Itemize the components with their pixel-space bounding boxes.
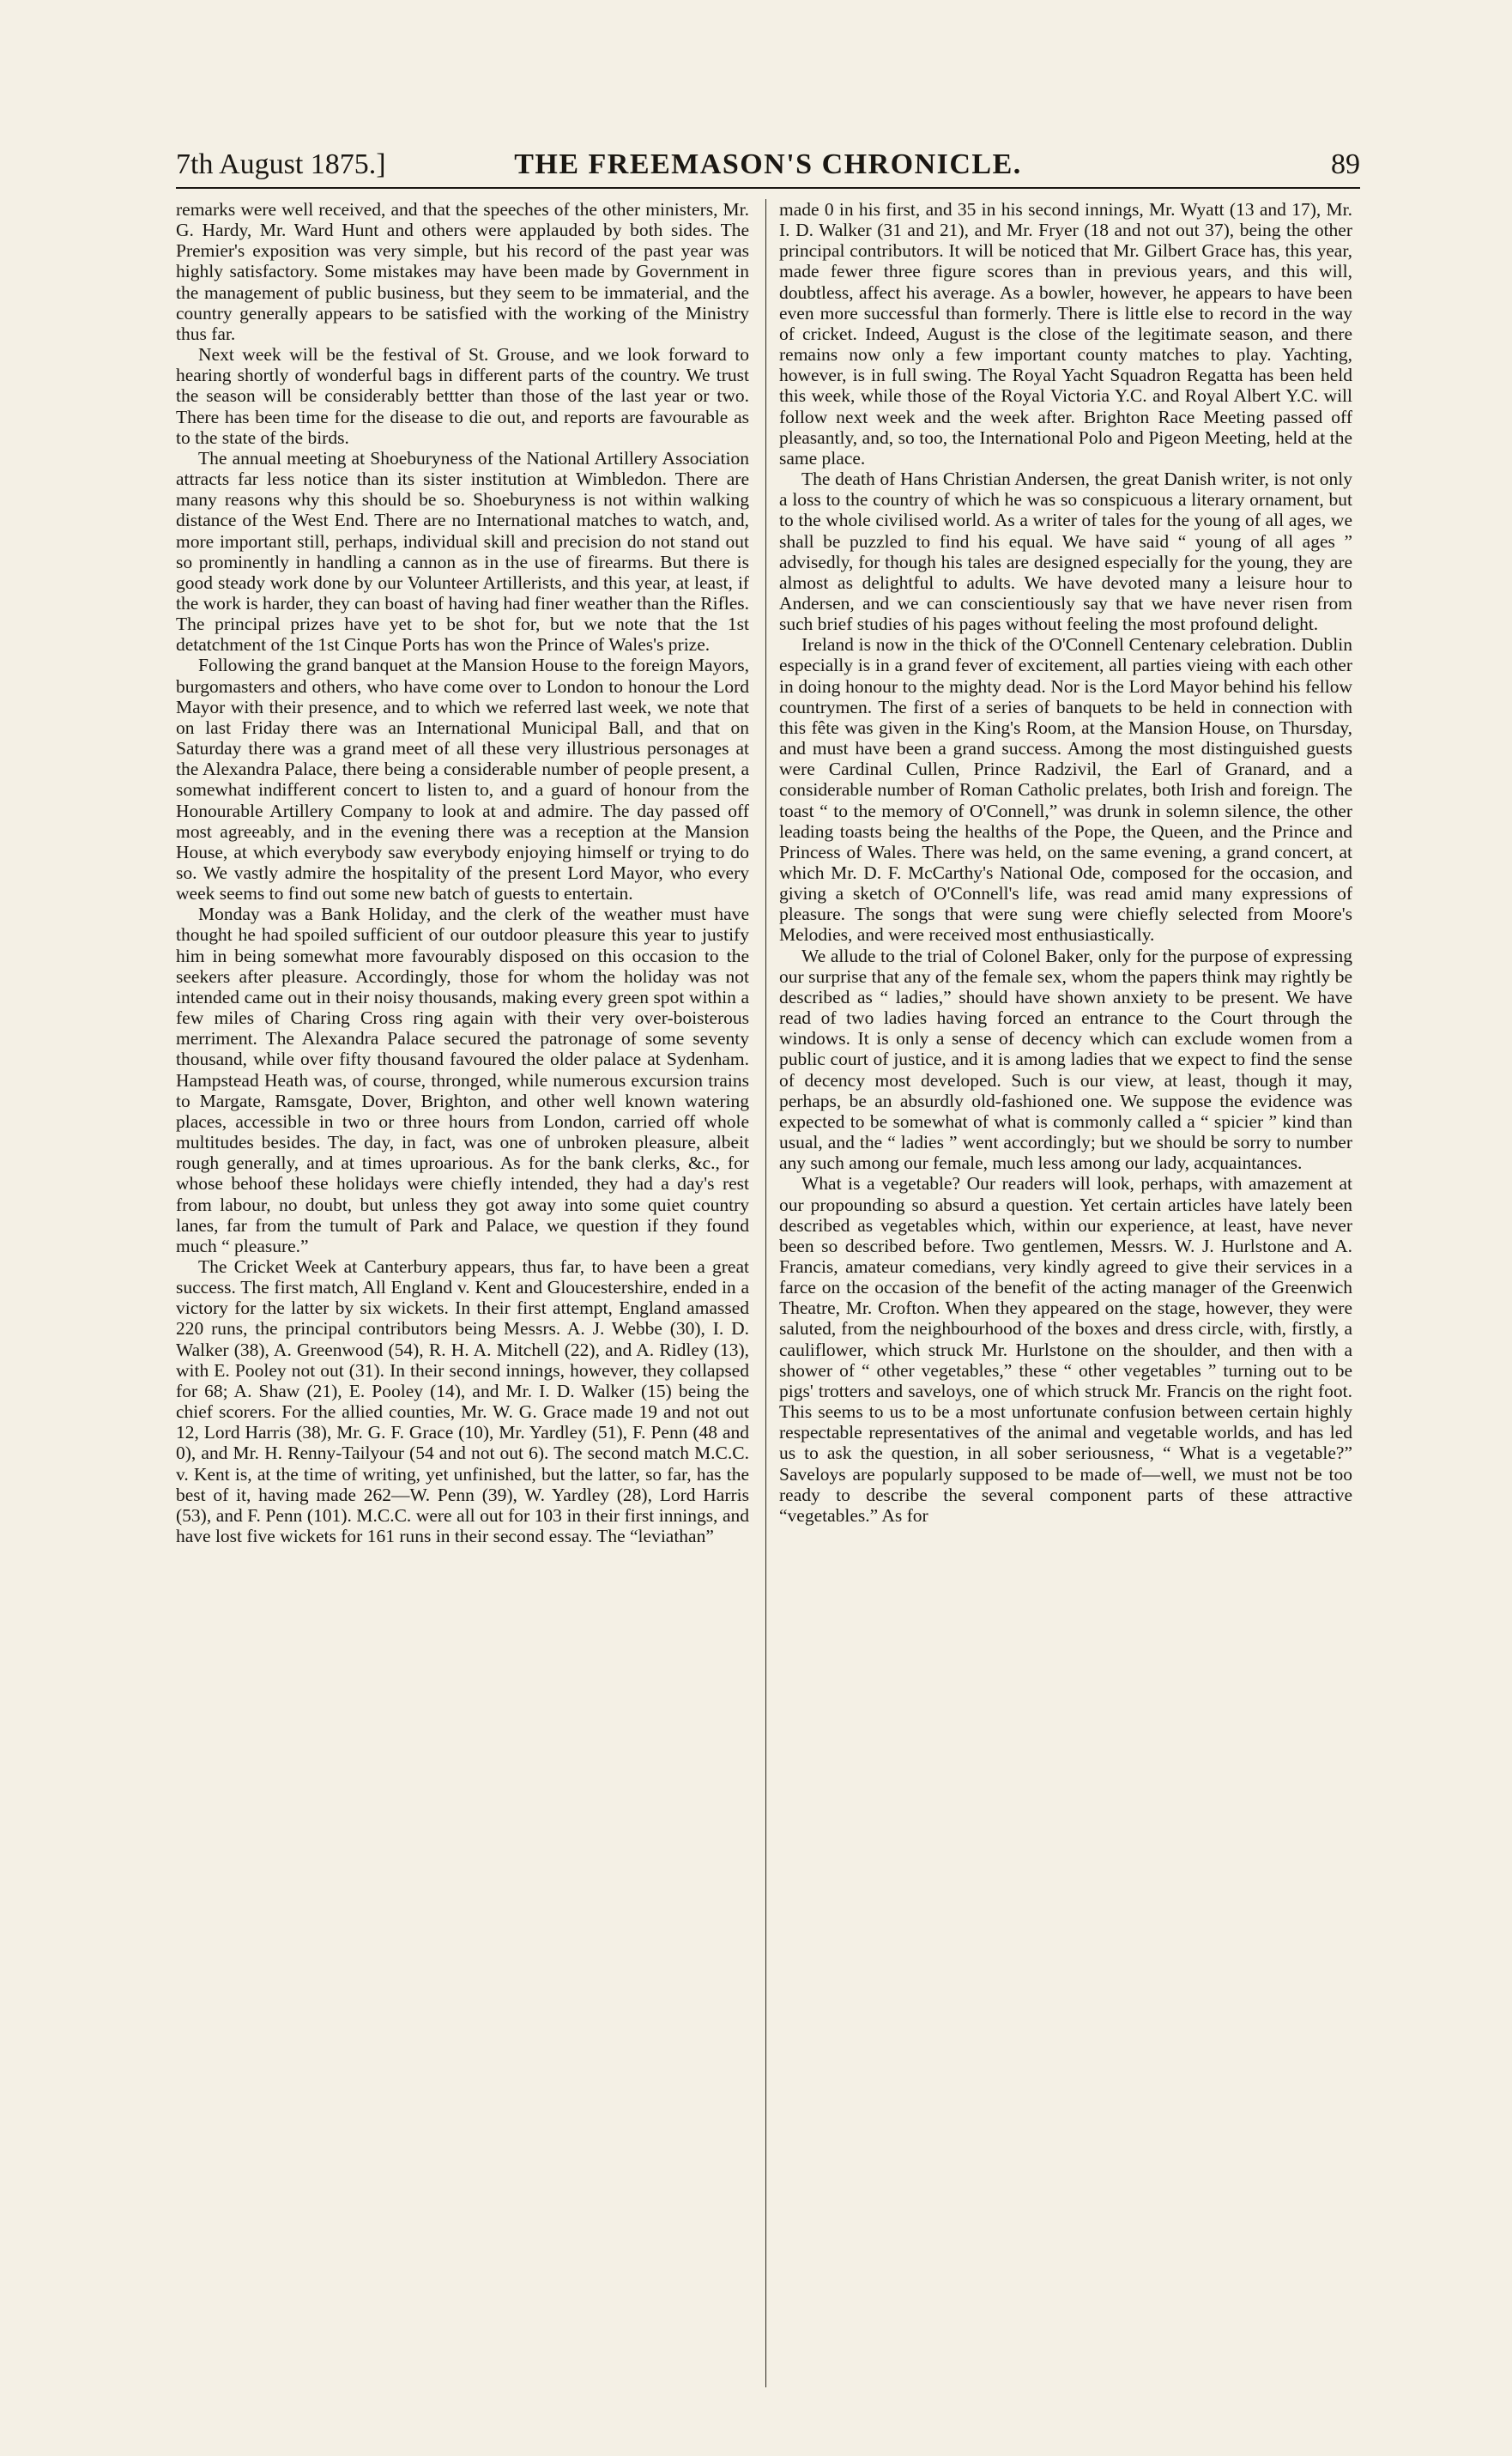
paragraph: remarks were well received, and that the speeches of the other ministers, Mr. G. Hardy, Mr. Ward Hunt and others were applauded by both sides. The Premier's exposition was very simple, but his record of the past year was highly satisfactory. Some mistakes may have been made by Government in the management of public business, but they seem to be immaterial, and the country generally appears to be satisfied with the working of the Ministry thus far. — [176, 199, 749, 344]
paragraph: Next week will be the festival of St. Grouse, and we look forward to hearing shortly of wonderful bags in different parts of the country. We trust the season will be considerably bettter than those of the last year or two. There has been time for the disease to die out, and reports are favourable as to the state of the birds. — [176, 344, 749, 448]
paragraph: What is a vegetable? Our readers will look, perhaps, with amazement at our propounding so absurd a question. Yet certain articles have lately been described as vegetables which, within our experience, at least, have never been so described before. Two gentlemen, Messrs. W. J. Hurlstone and A. Francis, amateur comedians, very kindly agreed to give their services in a farce on the occasion of the benefit of the acting manager of the Greenwich Theatre, Mr. Crofton. When they appeared on the stage, however, they were saluted, from the neighbourhood of the boxes and dress circle, with, firstly, a cauliflower, which struck Mr. Hurlstone on the shoulder, and then with a shower of “ other vegetables,” these “ other vegetables ” turning out to be pigs' trotters and saveloys, one of which struck Mr. Francis on the right foot. This seems to us to be a most unfortunate confusion between certain highly respectable representatives of the animal and vegetable worlds, and has led us to ask the question, in all sober seriousness, “ What is a vegetable?” Saveloys are popularly supposed to be made of—well, we must not be too ready to describe the several component parts of these attractive “vegetables.” As for — [779, 1173, 1352, 1526]
publication-title: THE FREEMASON'S CHRONICLE. — [514, 148, 1022, 180]
right-column — [779, 199, 1352, 2392]
paragraph: We allude to the trial of Colonel Baker, only for the purpose of expressing our surprise that any of the female sex, whom the papers think may rightly be described as “ ladies,” should have shown anxiety to be present. We have read of two ladies having forced an entrance to the Court through the windows. It is only a sense of decency which can exclude women from a public court of justice, and it is among ladies that we expect to find the sense of decency most developed. Such is our view, at least, though it may, perhaps, be an absurdly old-fashioned one. We suppose the evidence was expected to be somewhat of what is commonly called a “ spicier ” kind than usual, and the “ ladies ” went accordingly; but we should be sorry to number any such among our female, much less among our lady, acquaintances. — [779, 945, 1352, 1174]
paragraph: made 0 in his first, and 35 in his second innings, Mr. Wyatt (13 and 17), Mr. I. D. Walker (31 and 21), and Mr. Fryer (18 and not out 37), being the other principal contributors. It will be noticed that Mr. Gilbert Grace has, this year, made fewer three figure scores than in previous years, and this will, doubtless, affect his average. As a bowler, however, he appears to have been even more successful than formerly. There is little else to record in the way of cricket. Indeed, August is the close of the legitimate season, and there remains now only a few important county matches to play. Yachting, however, is in full swing. The Royal Yacht Squadron Regatta has been held this week, while those of the Royal Victoria Y.C. and Royal Albert Y.C. will follow next week and the week after. Brighton Race Meeting passed off pleasantly, and, so too, the International Polo and Pigeon Meeting, held at the same place. — [779, 199, 1352, 469]
issue-date: 7th August 1875.] — [176, 148, 386, 180]
column-divider — [765, 199, 766, 2387]
page-number: 89 — [1331, 148, 1360, 180]
paragraph: The annual meeting at Shoeburyness of the National Artillery Association attracts far less notice than its sister institution at Wimbledon. There are many reasons why this should be so. Shoeburyness is not within walking distance of the West End. There are no International matches to watch, and, more important still, perhaps, individual skill and precision do not stand out so prominently in handling a cannon as in the use of firearms. But there is good steady work done by our Volunteer Artillerists, and this year, at least, if the work is harder, they can boast of having had finer weather than the Rifles. The principal prizes have yet to be shot for, but we note that the 1st detatchment of the 1st Cinque Ports has won the Prince of Wales's prize. — [176, 447, 749, 656]
paragraph: The death of Hans Christian Andersen, the great Danish writer, is not only a loss to the country of which he was so conspicuous a literary ornament, but to the whole civilised world. As a writer of tales for the young of all ages, we shall be puzzled to find his equal. We have said “ young of all ages ” advisedly, for though his tales are designed especially for the young, they are almost as delightful to adults. We have devoted many a leisure hour to Andersen, and we can conscientiously say that we have never risen from such brief studies of his pages without feeling the most profound delight. — [779, 469, 1352, 635]
header-rule — [176, 187, 1360, 189]
paragraph: The Cricket Week at Canterbury appears, thus far, to have been a great success. The first match, All England v. Kent and Gloucestershire, ended in a victory for the latter by six wickets. In their first attempt, England amassed 220 runs, the principal contributors being Messrs. A. J. Webbe (30), I. D. Walker (38), A. Greenwood (54), R. H. A. Mitchell (22), and A. Ridley (13), with E. Pooley not out (31). In their second innings, however, they collapsed for 68; A. Shaw (21), E. Pooley (14), and Mr. I. D. Walker (15) being the chief scorers. For the allied counties, Mr. W. G. Grace made 19 and not out 12, Lord Harris (38), Mr. G. F. Grace (10), Mr. Yardley (51), F. Penn (48 and 0), and Mr. H. Renny-Tailyour (54 and not out 6). The second match M.C.C. v. Kent is, at the time of writing, yet unfinished, but the latter, so far, has the best of it, having made 262—W. Penn (39), W. Yardley (28), Lord Harris (53), and F. Penn (101). M.C.C. were all out for 103 in their first innings, and have lost five wickets for 161 runs in their second essay. The “leviathan” — [176, 1255, 749, 1546]
paragraph: Following the grand banquet at the Mansion House to the foreign Mayors, burgomasters and others, who have come over to London to honour the Lord Mayor with their presence, and to which we referred last week, we note that on last Friday there was an International Municipal Ball, and that on Saturday there was a grand meet of all these very illustrious personages at the Alexandra Palace, there being a considerable number of people present, a somewhat indifferent concert to listen to, and a guard of honour from the Honourable Artillery Company to look at and admire. The day passed off most agreeably, and in the evening there was a reception at the Mansion House, at which everybody saw everybody enjoying himself or trying to do so. We vastly admire the hospitality of the present Lord Mayor, who every week seems to find out some new batch of guests to entertain. — [176, 655, 749, 904]
paragraph: Ireland is now in the thick of the O'Connell Centenary celebration. Dublin especially is in a grand fever of excitement, all parties vieing with each other in doing honour to the mighty dead. Nor is the Lord Mayor behind his fellow countrymen. The first of a series of banquets to be held in connection with this fête was given in the King's Room, at the Mansion House, on Thursday, and must have been a grand success. Among the most distinguished guests were Cardinal Cullen, Prince Radzivil, the Earl of Granard, and a considerable number of Roman Catholic prelates, both Irish and foreign. The toast “ to the memory of O'Connell,” was drunk in solemn silence, the other leading toasts being the healths of the Pope, the Queen, and the Prince and Princess of Wales. There was held, on the same evening, a grand concert, at which Mr. D. F. McCarthy's National Ode, composed for the occasion, and giving a sketch of O'Connell's life, was read amid many expressions of pleasure. The songs that were sung were chiefly selected from Moore's Melodies, and were received most enthusiastically. — [779, 634, 1352, 946]
running-header — [176, 144, 1360, 185]
paragraph: Monday was a Bank Holiday, and the clerk of the weather must have thought he had spoiled sufficient of our outdoor pleasure this year to justify him in being somewhat more favourably disposed on this occasion to the seekers after pleasure. Accordingly, those for whom the holiday was not intended came out in their noisy thousands, making every green spot within a few miles of Charing Cross ring again with their very over-boisterous merriment. The Alexandra Palace secured the patronage of some seventy thousand, while over fifty thousand favoured the older palace at Sydenham. Hampstead Heath was, of course, thronged, while numerous excursion trains to Margate, Ramsgate, Dover, Brighton, and other well known watering places, accessible in two or three hours from London, carried off whole multitudes besides. The day, in fact, was one of unbroken pleasure, albeit rough generally, and at times uproarious. As for the bank clerks, &c., for whose behoof these holidays were chiefly intended, they had a day's rest from labour, no doubt, but unless they got away into some quiet country lanes, far from the tumult of Park and Palace, we question if they found much “ pleasure.” — [176, 904, 749, 1256]
left-column — [176, 199, 749, 2392]
